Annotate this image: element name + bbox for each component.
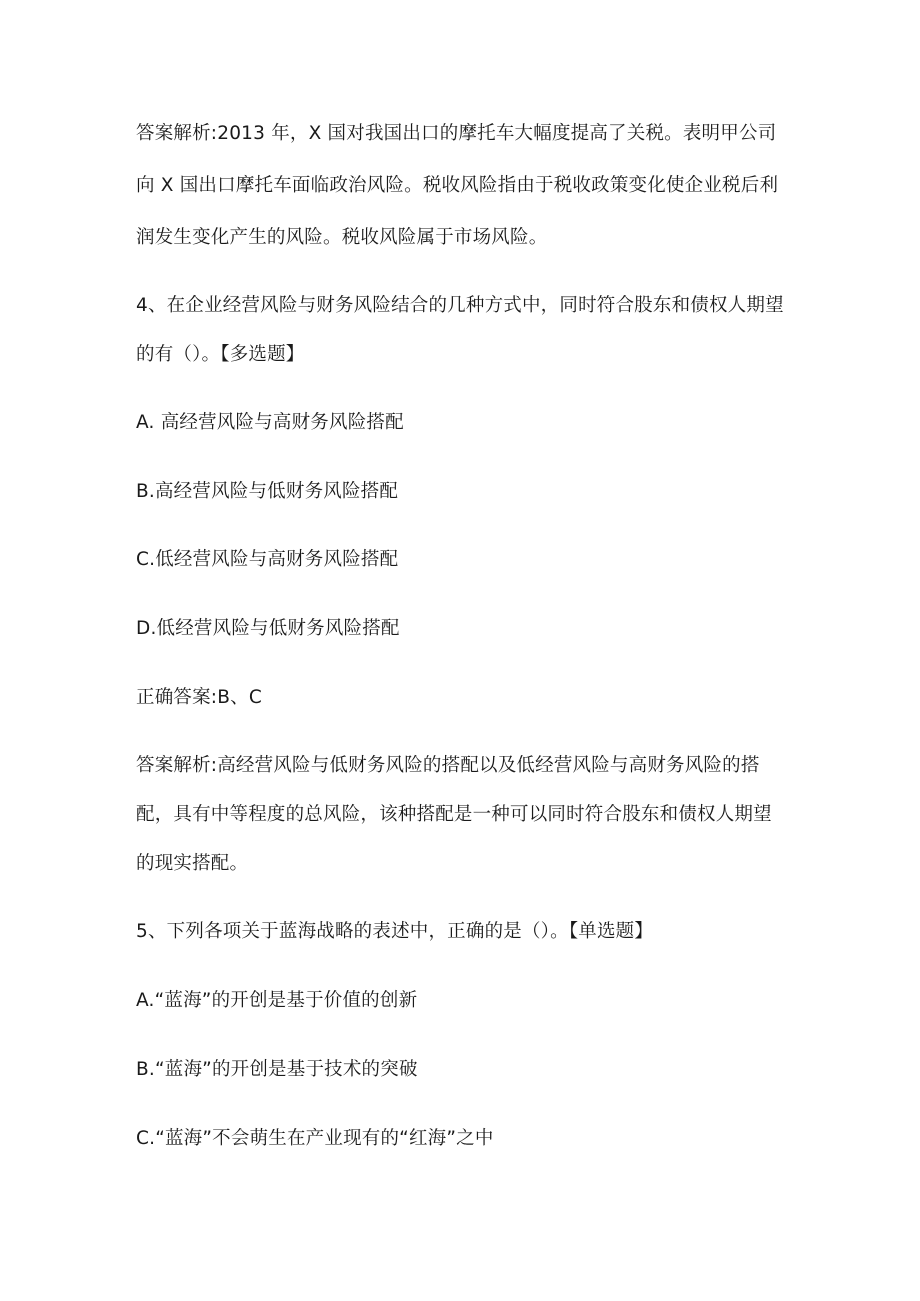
q4-option-a: A. 高经营风险与高财务风险搭配 [136, 412, 404, 433]
q3-explanation-line-1: 答案解析:2013 年，X 国对我国出口的摩托车大幅度提高了关税。表明甲公司 [136, 123, 777, 144]
q4-explanation-line-3: 的现实搭配。 [136, 853, 249, 874]
q4-explanation-line-1: 答案解析:高经营风险与低财务风险的搭配以及低经营风险与高财务风险的搭 [136, 755, 760, 776]
q4-option-d: D.低经营风险与低财务风险搭配 [136, 618, 400, 639]
q5-question: 5、下列各项关于蓝海战略的表述中，正确的是（）。【单选题】 [136, 921, 654, 942]
q3-explanation-line-2: 向 X 国出口摩托车面临政治风险。税收风险指由于税收政策变化使企业税后利 [136, 175, 779, 196]
q4-question-line-1: 4、在企业经营风险与财务风险结合的几种方式中，同时符合股东和债权人期望 [136, 295, 784, 316]
q3-explanation-line-3: 润发生变化产生的风险。税收风险属于市场风险。 [136, 227, 548, 248]
q4-question-line-2: 的有（）。【多选题】 [136, 344, 305, 365]
q4-correct-answer: 正确答案:B、C [136, 687, 262, 708]
q4-option-c: C.低经营风险与高财务风险搭配 [136, 549, 399, 570]
q5-option-b: B.“蓝海”的开创是基于技术的突破 [136, 1059, 418, 1080]
q4-explanation-line-2: 配，具有中等程度的总风险，该种搭配是一种可以同时符合股东和债权人期望 [136, 804, 772, 825]
q5-option-a: A.“蓝海”的开创是基于价值的创新 [136, 990, 418, 1011]
q4-option-b: B.高经营风险与低财务风险搭配 [136, 481, 399, 502]
q5-option-c: C.“蓝海”不会萌生在产业现有的“红海”之中 [136, 1128, 494, 1149]
